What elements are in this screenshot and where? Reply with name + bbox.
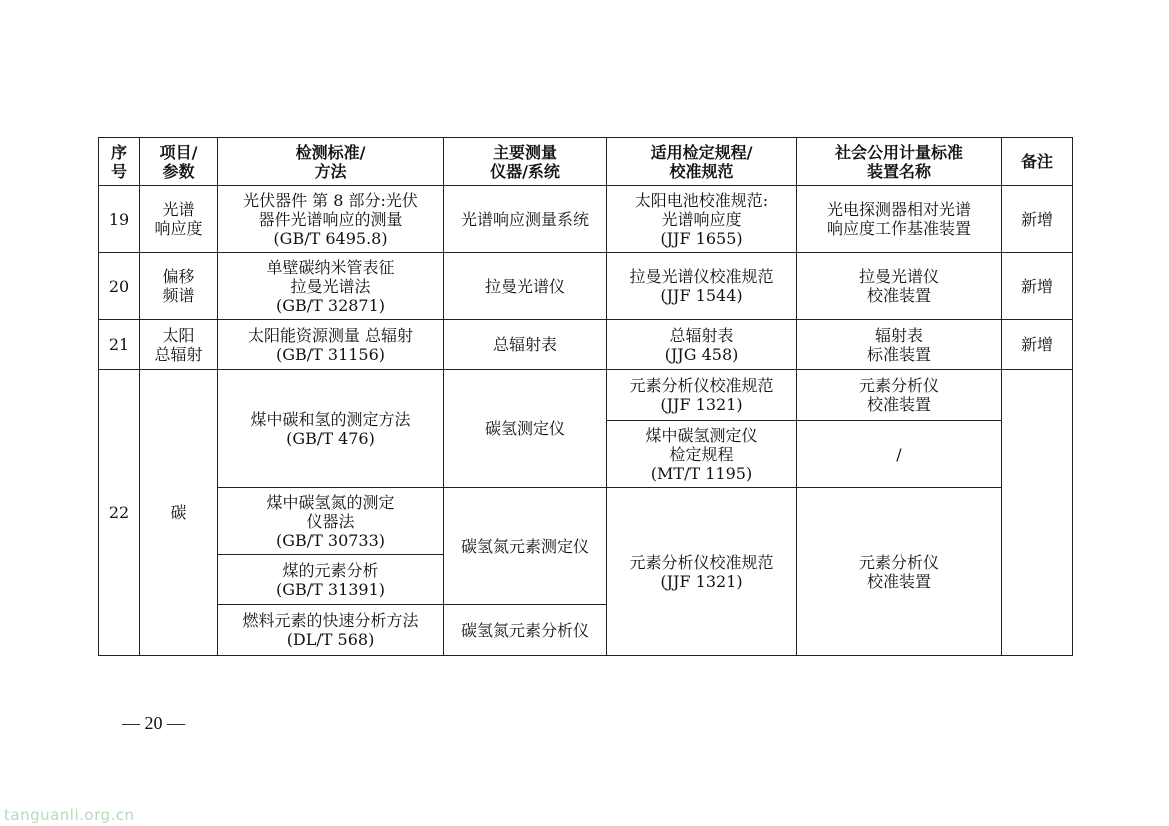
- standards-table: [98, 137, 1073, 656]
- row-seq: 21: [99, 320, 140, 370]
- row-device: 光电探测器相对光谱 响应度工作基准装置: [797, 186, 1002, 253]
- row-regulation: 总辐射表 (JJG 458): [607, 320, 797, 370]
- row-instrument: 拉曼光谱仪: [444, 253, 607, 320]
- header-row: [99, 138, 1073, 186]
- row-regulation: 太阳电池校准规范: 光谱响应度 (JJF 1655): [607, 186, 797, 253]
- table-row: [99, 186, 1073, 253]
- table-row: [99, 320, 1073, 370]
- table-row: [99, 253, 1073, 320]
- header-seq: 序 号: [99, 138, 140, 186]
- row-standard: 光伏器件 第 8 部分:光伏 器件光谱响应的测量 (GB/T 6495.8): [218, 186, 444, 253]
- row-seq: 22: [99, 370, 140, 656]
- header-item: 项目/ 参数: [140, 138, 218, 186]
- row-device: 拉曼光谱仪 校准装置: [797, 253, 1002, 320]
- row-seq: 19: [99, 186, 140, 253]
- row-device: 辐射表 标准装置: [797, 320, 1002, 370]
- row-item: 太阳 总辐射: [140, 320, 218, 370]
- header-device: 社会公用计量标准 装置名称: [797, 138, 1002, 186]
- watermark-text: tanguanli.org.cn: [4, 806, 135, 824]
- row-seq: 20: [99, 253, 140, 320]
- row-item: 光谱 响应度: [140, 186, 218, 253]
- row-device: 元素分析仪 校准装置: [797, 370, 1002, 421]
- row-note: 新增: [1002, 320, 1073, 370]
- row-note: 新增: [1002, 253, 1073, 320]
- header-regulation: 适用检定规程/ 校准规范: [607, 138, 797, 186]
- row-regulation: 煤中碳氢测定仪 检定规程 (MT/T 1195): [607, 421, 797, 488]
- row-instrument: 碳氢氮元素测定仪: [444, 488, 607, 605]
- header-note: 备注: [1002, 138, 1073, 186]
- row-device: /: [797, 421, 1002, 488]
- row-standard: 煤中碳和氢的测定方法 (GB/T 476): [218, 370, 444, 488]
- row-regulation: 拉曼光谱仪校准规范 (JJF 1544): [607, 253, 797, 320]
- row-standard: 太阳能资源测量 总辐射 (GB/T 31156): [218, 320, 444, 370]
- header-standard: 检测标准/ 方法: [218, 138, 444, 186]
- row-note: [1002, 370, 1073, 656]
- row-standard: 煤中碳氢氮的测定 仪器法 (GB/T 30733): [218, 488, 444, 555]
- row-instrument: 光谱响应测量系统: [444, 186, 607, 253]
- row-regulation: 元素分析仪校准规范 (JJF 1321): [607, 488, 797, 656]
- row-standard: 单壁碳纳米管表征 拉曼光谱法 (GB/T 32871): [218, 253, 444, 320]
- row-instrument: 总辐射表: [444, 320, 607, 370]
- page-number: — 20 —: [122, 713, 185, 733]
- row-instrument: 碳氢氮元素分析仪: [444, 605, 607, 656]
- header-instrument: 主要测量 仪器/系统: [444, 138, 607, 186]
- row-device: 元素分析仪 校准装置: [797, 488, 1002, 656]
- row-standard: 煤的元素分析 (GB/T 31391): [218, 555, 444, 605]
- row-standard: 燃料元素的快速分析方法 (DL/T 568): [218, 605, 444, 656]
- row-note: 新增: [1002, 186, 1073, 253]
- row-instrument: 碳氢测定仪: [444, 370, 607, 488]
- table-row: [99, 488, 1073, 555]
- row-regulation: 元素分析仪校准规范 (JJF 1321): [607, 370, 797, 421]
- row-item: 偏移 频谱: [140, 253, 218, 320]
- row-item: 碳: [140, 370, 218, 656]
- table-row: [99, 370, 1073, 421]
